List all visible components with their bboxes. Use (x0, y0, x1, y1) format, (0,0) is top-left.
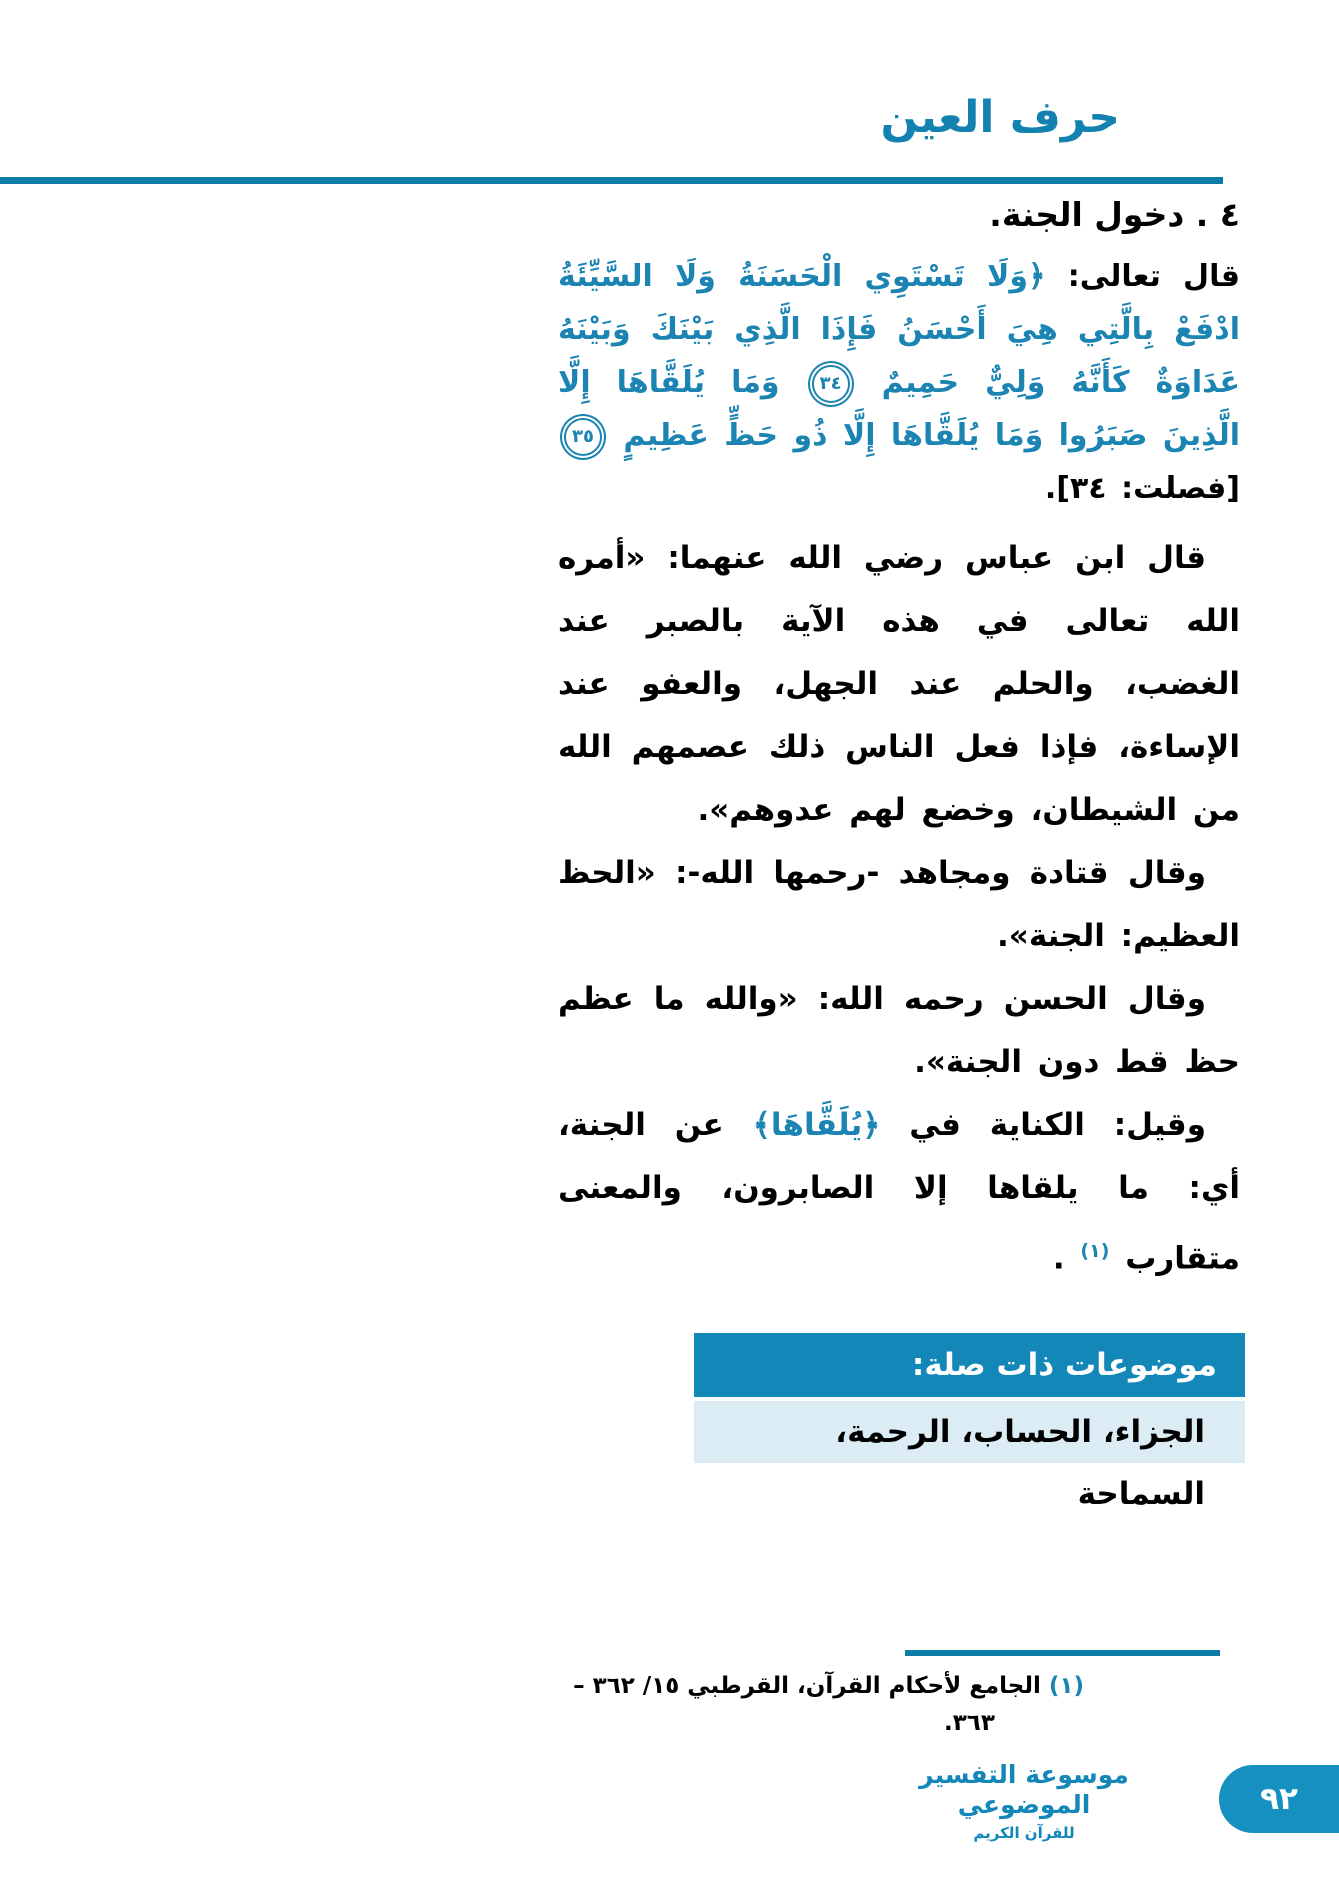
related-topics-items: الجزاء، الحساب، الرحمة، السماحة (694, 1401, 1245, 1463)
paragraph-al-hasan: وقال الحسن رحمه الله: «والله ما عظم حظ قط دون الجنة». (558, 981, 1240, 1080)
ayah-number-34: ٣٤ (812, 365, 850, 403)
footnote-divider (905, 1650, 1220, 1656)
paragraph-kinaya (558, 1094, 1240, 1290)
paragraph-qatada-mujahid: وقال قتادة ومجاهد -رحمها الله-: «الحظ العظيم: الجنة». (558, 855, 1240, 954)
inline-quran-quote: ﴿يُلَقَّاهَا﴾ (752, 1107, 881, 1143)
quran-verse (558, 250, 1240, 515)
footnote-reference-mark: (١) (1080, 1240, 1110, 1262)
related-topics-title: موضوعات ذات صلة: (694, 1333, 1245, 1397)
paragraph-ibn-abbas: قال ابن عباس رضي الله عنهما: «أمره الله تعالى في هذه الآية بالصبر عند الغضب، والحلم عند الجهل، والعفو عند الإساءة، فإذا فعل الناس ذلك عصمهم الله من الشيطان، وخضع لهم عدوهم». (558, 540, 1240, 828)
related-topics-box (694, 1333, 1245, 1512)
verse-text-part2: وَمَا يُلَقَّاهَا إِلَّا الَّذِينَ صَبَرُوا وَمَا يُلَقَّاهَا إِلَّا ذُو حَظٍّ عَظِيمٍ (558, 365, 1240, 453)
logo-subtitle: للقرآن الكريم (973, 1824, 1075, 1842)
page-content (558, 190, 1240, 1290)
kinaya-lead: وقيل: الكناية في (880, 1107, 1206, 1143)
footnote-block (573, 1668, 1084, 1742)
header-divider (0, 177, 1223, 184)
footnote-text: الجامع لأحكام القرآن، القرطبي ١٥/ ٣٦٢ – (573, 1673, 1041, 1699)
kinaya-period: . (1052, 1240, 1065, 1277)
publisher-logo (909, 1760, 1139, 1842)
footnote-line2: ٣٦٣. (944, 1710, 995, 1736)
logo-title: موسوعة التفسير الموضوعي (919, 1760, 1129, 1819)
kinaya-tail: عن الجنة، أي: ما يلقاها إلا الصابرون، والمعنى متقارب (558, 1107, 1240, 1277)
verse-intro: قال تعالى: (1045, 259, 1240, 294)
ayah-number-35: ٣٥ (564, 418, 602, 456)
chapter-heading: حرف العين (880, 92, 1120, 143)
footnote-number: (١) (1040, 1673, 1084, 1699)
page-number-badge (1219, 1765, 1339, 1833)
section-title: ٤ . دخول الجنة. (989, 195, 1240, 234)
verse-text-part1: ﴿وَلَا تَسْتَوِي الْحَسَنَةُ وَلَا السَّيِّئَةُ ادْفَعْ بِالَّتِي هِيَ أَحْسَنُ فَإِذَا الَّذِي بَيْنَكَ وَبَيْنَهُ عَدَاوَةٌ كَأَنَّهُ وَلِيٌّ حَمِيمٌ (558, 259, 1240, 400)
page-number: ٩٢ (1260, 1781, 1298, 1817)
verse-citation: [فصلت: ٣٤]. (1044, 471, 1240, 506)
footnote-line1 (573, 1668, 1084, 1705)
